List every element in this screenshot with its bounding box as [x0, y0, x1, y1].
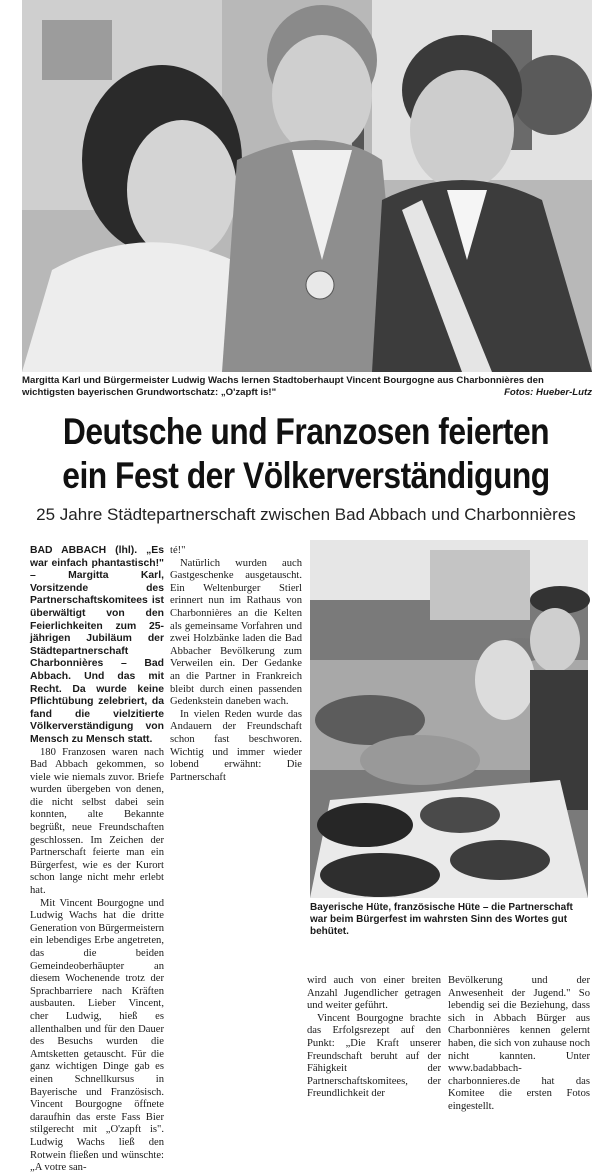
subheadline: 25 Jahre Städtepartnerschaft zwischen Bad Abbach und Charbonnières: [36, 505, 576, 524]
article-paragraph: Mit Vincent Bourgogne und Ludwig Wachs hat die dritte Generation von Bürgermeistern ein lebendiges Erbe angetreten, das die beiden Gemeindeoberhäupter an diesem Wochenende trotz der Sprachbarriere nach Kräften ausbauten. Lieber Vincent, cher Ludwig, hieß es allenthalben und für den Dauer des Besuchs wurden die Amtsketten getauscht. Für die ganz wichtigen Dinge gab es einen Schnellkursus in Bayerische und Französisch. Vincent Bourgogne öffnete daraufhin das erste Fass Bier stilgerecht mit „O'zapft is". Ludwig Wachs ließ den Rotwein fließen und wünschte: „A votre san-: [30, 897, 164, 1174]
headline-line-2: ein Fest der Völkerverständigung: [62, 455, 550, 496]
festival-photo: [310, 540, 588, 898]
festival-photo-caption: Bayerische Hüte, französische Hüte – die Partnerschaft war beim Bürgerfest im wahrsten Sinn des Wortes gut behütet.: [310, 902, 573, 938]
festival-photo-image: [310, 540, 588, 898]
top-caption-text: Margitta Karl und Bürgermeister Ludwig Wachs lernen Stadtoberhaupt Vincent Bourgogne aus Charbonnières den wichtigsten bayerischen Grundwortschatz: „O'zapft is!": [22, 375, 544, 398]
article-paragraph: Bevölkerung und der Anwesenheit der Jugend." So lebendig sei die Beziehung, dass sich in Abbach Bürger aus Charbonnières kennen gelernt haben, die sich von zuhause noch nicht kannten. Unter www.badabbach-charbonnieres.de hat das Komitee die ersten Fotos eingestellt.: [448, 975, 590, 1112]
headline: [55, 410, 557, 498]
article-paragraph: 180 Franzosen waren nach Bad Abbach gekommen, so viele wie niemals zuvor. Briefe wurden übergeben von denen, die nicht selbst dabei sein konnten, alte Bekannte begrüßt, neue Freundschaften geschlossen. Im Zeichen der Partnerschaft feierte man ein Bürgerfest, wie es der Kurort schon lange nicht mehr erlebt hat.: [30, 746, 164, 897]
article-column-3: [307, 975, 441, 1101]
article-lead: BAD ABBACH (lhl). „Es war einfach phantastisch!" – Margitta Karl, Vorsitzende des Partnerschaftskomitees ist überwältigt von den Feierlichkeiten zum 25-jährigen Jubiläum der Städtepartnerschaft Charbonnières – Bad Abbach. Und das mit Recht. Da wurde keine Pflichtübung zelebriert, da fand die vielzitierte Völkerverständigung von Mensch zu Mensch statt.: [30, 545, 164, 745]
article-paragraph: In vielen Reden wurde das Andauern der Freundschaft schon fast beschworen. Wichtig und immer wieder lobend erwähnt: Die Partnerschaft: [170, 708, 302, 783]
photo-credit: Fotos: Hueber-Lutz: [504, 387, 592, 398]
top-photo-image: [22, 0, 592, 372]
article-column-2: [170, 545, 302, 784]
article-column-1: [30, 545, 164, 1175]
article-paragraph: Natürlich wurden auch Gastgeschenke ausgetauscht. Ein Weltenburger Stierl erinnert nun im Rathaus von Charbonnières an die Kelten als gemeinsame Vorfahren und zwei Holzbänke laden die Bad Abbacher Bevölkerung zum Verweilen ein. Der Gedanke an die Partner in Frankreich bleibt durch einen passenden Gedenkstein daneben wach.: [170, 557, 302, 708]
article-paragraph: té!": [170, 545, 186, 556]
article-column-4: [448, 975, 590, 1114]
headline-line-1: Deutsche und Franzosen feierten: [62, 411, 550, 452]
article-paragraph: wird auch von einer breiten Anzahl Jugendlicher getragen und weiter geführt.: [307, 975, 441, 1012]
top-photo: [22, 0, 592, 372]
article-paragraph: Vincent Bourgogne brachte das Erfolgsrezept auf den Punkt: „Die Kraft unserer Freundschaft beruht auf der Fähigkeit der Partnerschaftskomitees, der Freundlichkeit der: [307, 1012, 441, 1100]
top-photo-caption: [22, 375, 592, 399]
